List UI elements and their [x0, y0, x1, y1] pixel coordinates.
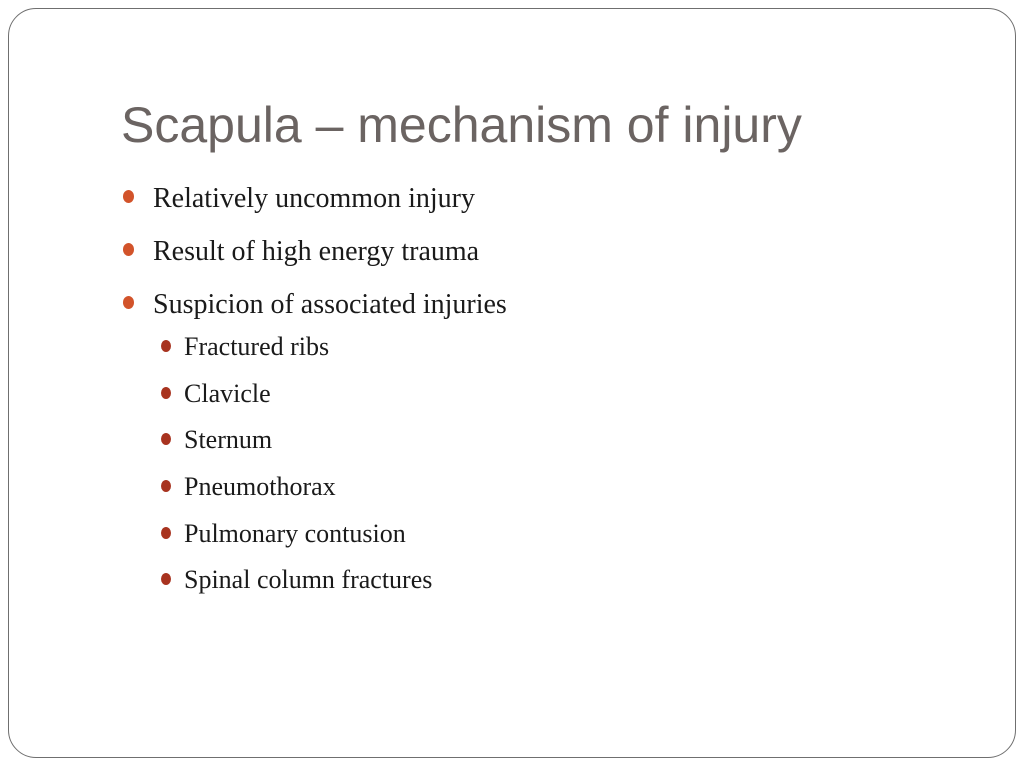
bullet-dot-icon: [123, 296, 134, 309]
bullet-dot-icon: [123, 190, 134, 203]
bullet-text: Suspicion of associated injuries: [153, 289, 507, 320]
sub-bullet-item: [121, 467, 507, 507]
bullet-list: [121, 177, 507, 607]
sub-bullet-text: Spinal column fractures: [184, 565, 433, 595]
sub-bullet-text: Fractured ribs: [184, 332, 330, 361]
sub-bullet-item: [121, 420, 507, 460]
sub-bullet-item: [121, 374, 507, 414]
sub-bullet-dot-icon: [161, 433, 171, 445]
slide-frame: [8, 8, 1016, 758]
bullet-dot-icon: [123, 243, 134, 256]
sub-bullet-item: [121, 514, 507, 554]
sub-bullet-dot-icon: [161, 480, 171, 492]
bullet-item: [121, 230, 507, 274]
bullet-text: Relatively uncommon injury: [153, 183, 475, 214]
bullet-text: Result of high energy trauma: [153, 236, 480, 267]
bullet-item: [121, 177, 507, 221]
sub-bullet-dot-icon: [161, 527, 171, 539]
sub-bullet-list: [121, 327, 507, 600]
slide-title: Scapula – mechanism of injury: [121, 97, 802, 153]
sub-bullet-dot-icon: [161, 387, 171, 399]
sub-bullet-item: [121, 560, 507, 600]
sub-bullet-item: [121, 327, 507, 367]
bullet-item: [121, 283, 507, 327]
sub-bullet-dot-icon: [161, 340, 171, 352]
sub-bullet-text: Clavicle: [184, 378, 271, 408]
sub-bullet-text: Pulmonary contusion: [184, 518, 406, 548]
sub-bullet-dot-icon: [161, 573, 171, 585]
sub-bullet-text: Sternum: [184, 425, 273, 455]
sub-list-container: [121, 327, 507, 600]
sub-bullet-text: Pneumothorax: [184, 472, 336, 502]
